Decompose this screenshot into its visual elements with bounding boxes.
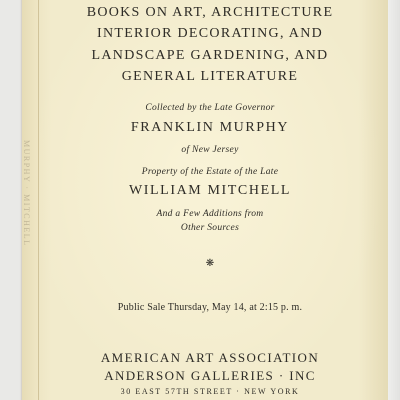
additions-line-2: Other Sources [180,223,240,233]
title-line-4: GENERAL LITERATURE [121,69,299,84]
title-line-1: BOOKS ON ART, ARCHITECTURE [86,5,334,20]
collected-by-line: Collected by the Late Governor [145,103,275,113]
property-line: Property of the Estate of the Late [141,167,279,177]
title-line-2: INTERIOR DECORATING, AND [96,26,324,41]
auction-house-address: 30 EAST 57TH STREET · NEW YORK [120,387,300,396]
auction-house-line-1: AMERICAN ART ASSOCIATION [100,350,320,365]
scan-background-edge [388,0,400,400]
collector-place: of New Jersey [181,145,239,155]
title-line-3: LANDSCAPE GARDENING, AND [91,48,329,63]
auction-house-line-2: ANDERSON GALLERIES · INC [104,368,316,383]
additions-line-1: And a Few Additions from [156,209,264,219]
ornament-icon: ❋ [205,258,215,269]
collector-name: FRANKLIN MURPHY [130,120,290,135]
estate-name: WILLIAM MITCHELL [128,183,292,198]
spine-text: MURPHY · MITCHELL [22,140,31,247]
sale-date: Public Sale Thursday, May 14, at 2:15 p. m. [117,302,303,313]
